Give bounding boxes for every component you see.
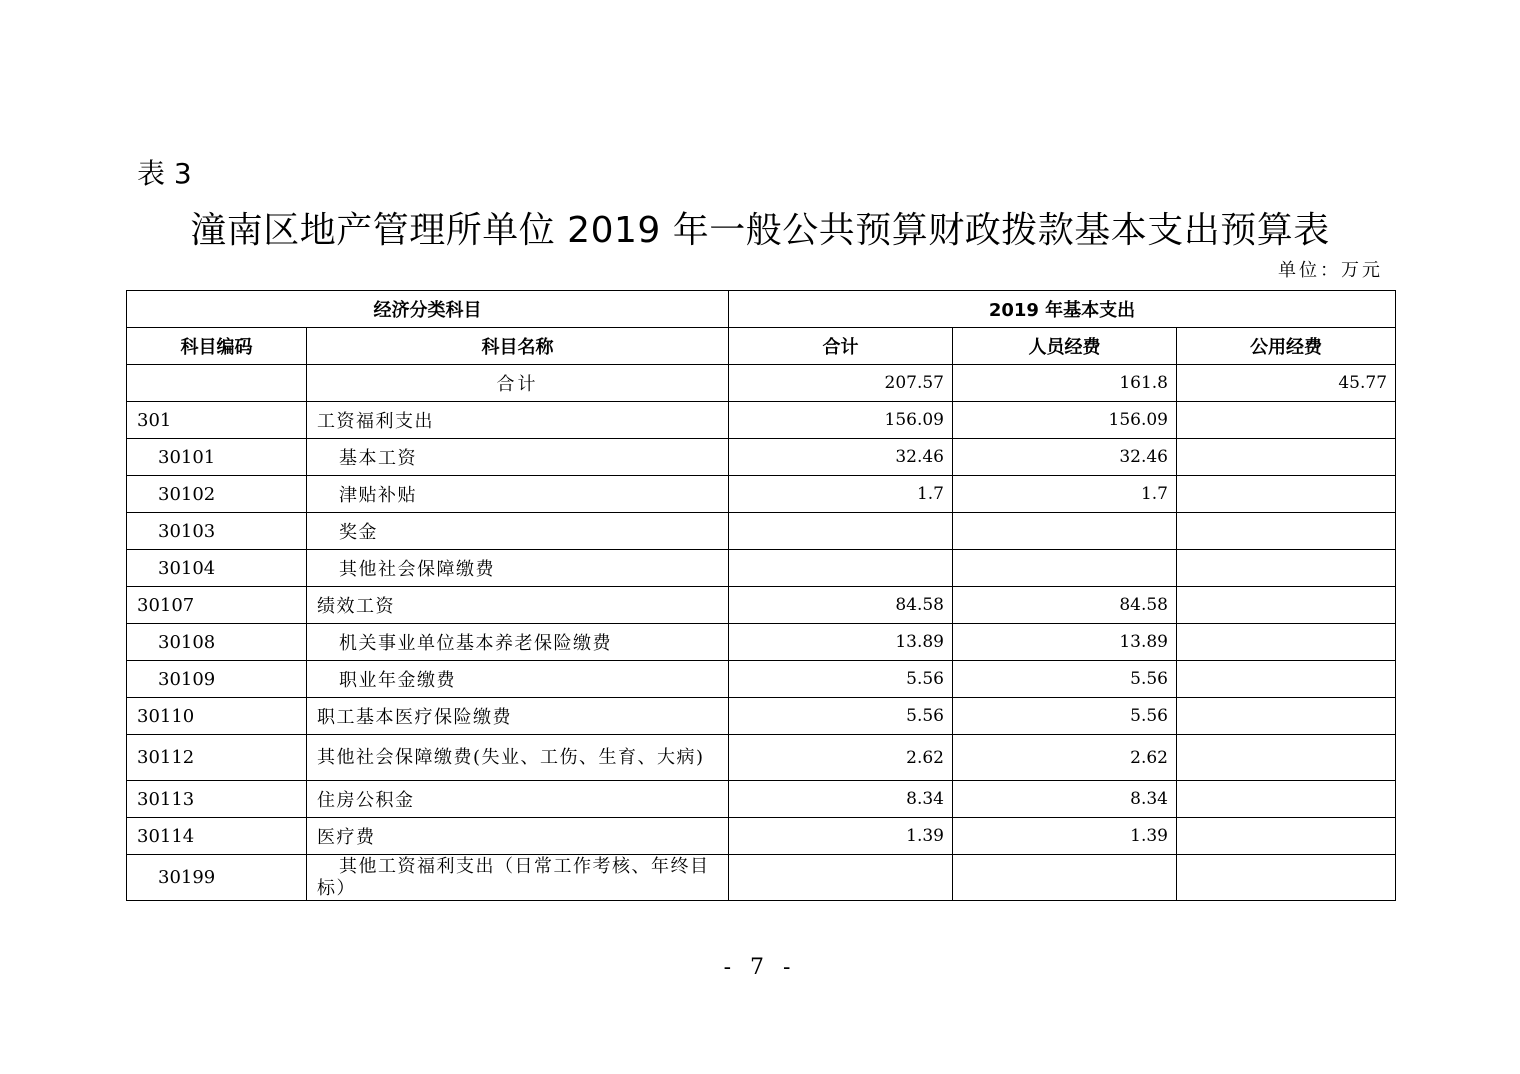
row-name: 医疗费 bbox=[307, 818, 729, 855]
row-public bbox=[1177, 624, 1396, 661]
total-row bbox=[127, 365, 1396, 402]
row-personnel bbox=[953, 513, 1177, 550]
row-personnel: 156.09 bbox=[953, 402, 1177, 439]
row-name: 奖金 bbox=[307, 513, 729, 550]
table-row bbox=[127, 698, 1396, 735]
total-amount: 207.57 bbox=[729, 365, 953, 402]
row-personnel: 1.7 bbox=[953, 476, 1177, 513]
table-row bbox=[127, 402, 1396, 439]
header-subject-code: 科目编码 bbox=[127, 328, 307, 365]
table-row bbox=[127, 513, 1396, 550]
row-code: 30199 bbox=[127, 855, 307, 901]
document-title: 潼南区地产管理所单位 2019 年一般公共预算财政拨款基本支出预算表 bbox=[190, 210, 1330, 251]
row-personnel: 1.39 bbox=[953, 818, 1177, 855]
row-code: 30103 bbox=[127, 513, 307, 550]
row-name: 津贴补贴 bbox=[307, 476, 729, 513]
row-public bbox=[1177, 735, 1396, 781]
row-public bbox=[1177, 587, 1396, 624]
row-total: 13.89 bbox=[729, 624, 953, 661]
row-public bbox=[1177, 402, 1396, 439]
row-code: 30113 bbox=[127, 781, 307, 818]
row-name: 职工基本医疗保险缴费 bbox=[307, 698, 729, 735]
row-personnel: 8.34 bbox=[953, 781, 1177, 818]
page-number: - 7 - bbox=[723, 955, 797, 980]
row-public bbox=[1177, 661, 1396, 698]
row-code: 30114 bbox=[127, 818, 307, 855]
row-personnel: 5.56 bbox=[953, 698, 1177, 735]
table-row bbox=[127, 818, 1396, 855]
row-name: 职业年金缴费 bbox=[307, 661, 729, 698]
row-public bbox=[1177, 781, 1396, 818]
row-personnel bbox=[953, 550, 1177, 587]
row-code: 30101 bbox=[127, 439, 307, 476]
header-column-row bbox=[127, 328, 1396, 365]
row-total bbox=[729, 513, 953, 550]
row-code: 30112 bbox=[127, 735, 307, 781]
total-label: 合计 bbox=[307, 365, 729, 402]
row-name: 住房公积金 bbox=[307, 781, 729, 818]
row-name: 绩效工资 bbox=[307, 587, 729, 624]
header-economic-category: 经济分类科目 bbox=[127, 291, 729, 328]
row-public bbox=[1177, 439, 1396, 476]
row-total bbox=[729, 855, 953, 901]
row-code: 30108 bbox=[127, 624, 307, 661]
row-public bbox=[1177, 698, 1396, 735]
table-row bbox=[127, 476, 1396, 513]
row-code: 30110 bbox=[127, 698, 307, 735]
total-personnel: 161.8 bbox=[953, 365, 1177, 402]
row-name: 其他工资福利支出（日常工作考核、年终目标） bbox=[307, 855, 729, 901]
row-public bbox=[1177, 476, 1396, 513]
row-total: 8.34 bbox=[729, 781, 953, 818]
unit-note: 单位：万元 bbox=[1278, 260, 1383, 281]
row-total: 84.58 bbox=[729, 587, 953, 624]
row-name: 其他社会保障缴费 bbox=[307, 550, 729, 587]
header-public-cost: 公用经费 bbox=[1177, 328, 1396, 365]
header-group-row bbox=[127, 291, 1396, 328]
budget-table bbox=[126, 290, 1396, 901]
row-personnel: 5.56 bbox=[953, 661, 1177, 698]
row-personnel: 13.89 bbox=[953, 624, 1177, 661]
total-code bbox=[127, 365, 307, 402]
row-code: 30107 bbox=[127, 587, 307, 624]
table-row bbox=[127, 661, 1396, 698]
header-total: 合计 bbox=[729, 328, 953, 365]
row-personnel: 84.58 bbox=[953, 587, 1177, 624]
row-public bbox=[1177, 818, 1396, 855]
table-row bbox=[127, 735, 1396, 781]
row-total: 32.46 bbox=[729, 439, 953, 476]
row-public bbox=[1177, 855, 1396, 901]
header-personnel-cost: 人员经费 bbox=[953, 328, 1177, 365]
header-basic-expenditure: 2019 年基本支出 bbox=[729, 291, 1396, 328]
row-personnel: 32.46 bbox=[953, 439, 1177, 476]
row-code: 30104 bbox=[127, 550, 307, 587]
row-code: 30109 bbox=[127, 661, 307, 698]
row-code: 30102 bbox=[127, 476, 307, 513]
row-public bbox=[1177, 550, 1396, 587]
row-total: 156.09 bbox=[729, 402, 953, 439]
row-personnel bbox=[953, 855, 1177, 901]
table-row bbox=[127, 587, 1396, 624]
row-name: 基本工资 bbox=[307, 439, 729, 476]
row-name: 机关事业单位基本养老保险缴费 bbox=[307, 624, 729, 661]
row-total: 5.56 bbox=[729, 698, 953, 735]
total-public: 45.77 bbox=[1177, 365, 1396, 402]
table-row bbox=[127, 550, 1396, 587]
header-subject-name: 科目名称 bbox=[307, 328, 729, 365]
row-total: 2.62 bbox=[729, 735, 953, 781]
row-total: 1.7 bbox=[729, 476, 953, 513]
row-name: 其他社会保障缴费(失业、工伤、生育、大病) bbox=[307, 735, 729, 781]
table-row bbox=[127, 855, 1396, 901]
row-total: 5.56 bbox=[729, 661, 953, 698]
row-code: 301 bbox=[127, 402, 307, 439]
row-personnel: 2.62 bbox=[953, 735, 1177, 781]
row-total bbox=[729, 550, 953, 587]
table-row bbox=[127, 439, 1396, 476]
row-public bbox=[1177, 513, 1396, 550]
row-total: 1.39 bbox=[729, 818, 953, 855]
table-label: 表 3 bbox=[137, 157, 192, 190]
row-name: 工资福利支出 bbox=[307, 402, 729, 439]
table-row bbox=[127, 624, 1396, 661]
table-row bbox=[127, 781, 1396, 818]
